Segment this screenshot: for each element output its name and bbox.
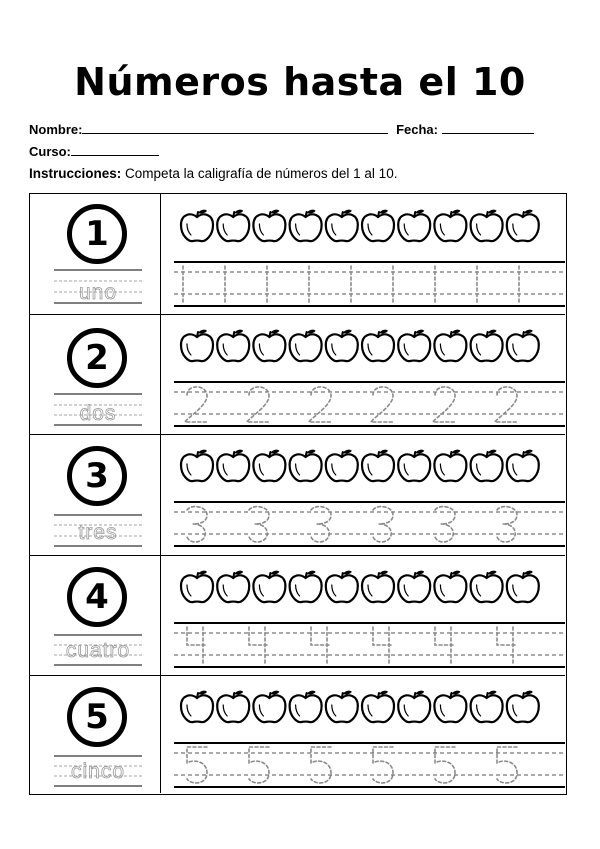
traceable-digit — [373, 627, 393, 663]
traceable-digit — [249, 747, 269, 783]
number-circle: 1 — [67, 204, 127, 264]
row-3 — [30, 434, 565, 556]
number-circle: 4 — [67, 567, 127, 627]
number-word-trace: cinco — [70, 760, 126, 783]
traceable-digit — [435, 627, 455, 663]
practice-cell[interactable] — [161, 314, 565, 434]
number-circle: 5 — [67, 687, 127, 747]
row-5 — [30, 675, 565, 793]
instructions-label: Instrucciones: — [29, 166, 122, 181]
traceable-digit — [249, 627, 269, 663]
digit-trace-area[interactable] — [161, 314, 565, 434]
number-word-trace: uno — [78, 281, 118, 304]
row-4 — [30, 555, 565, 676]
number-circle: 3 — [67, 446, 127, 506]
digit-trace-area[interactable] — [161, 675, 565, 793]
instructions — [29, 166, 397, 181]
traceable-digit — [435, 747, 455, 783]
instructions-text: Competa la caligrafía de números del 1 al 10. — [125, 166, 398, 181]
number-word-trace: cuatro — [65, 639, 131, 662]
worksheet-grid — [29, 193, 567, 795]
traceable-digit — [435, 507, 455, 542]
name-date-row — [29, 121, 534, 137]
traceable-digit — [311, 747, 331, 783]
row-2 — [30, 314, 565, 435]
date-line[interactable] — [442, 121, 534, 134]
digit-trace-area[interactable] — [161, 194, 565, 314]
row-1 — [30, 194, 565, 315]
date-label: Fecha: — [396, 122, 438, 137]
traceable-digit — [311, 627, 331, 663]
traceable-digit — [497, 747, 517, 783]
traceable-digit — [371, 387, 393, 422]
number-cell — [30, 434, 161, 555]
traceable-digit — [187, 627, 207, 663]
digit-trace-area[interactable] — [161, 434, 565, 555]
number-word-trace: tres — [78, 521, 118, 544]
practice-cell[interactable] — [161, 555, 565, 675]
traceable-digit — [373, 747, 393, 783]
name-line[interactable] — [82, 121, 388, 134]
number-cell — [30, 675, 161, 793]
page-title: Números hasta el 10 — [74, 60, 526, 104]
name-label: Nombre: — [29, 122, 83, 137]
course-line[interactable] — [71, 143, 159, 156]
practice-cell[interactable] — [161, 675, 565, 793]
practice-cell[interactable] — [161, 434, 565, 555]
number-cell — [30, 194, 161, 314]
digit-trace-area[interactable] — [161, 555, 565, 675]
number-circle: 2 — [67, 328, 127, 388]
number-cell — [30, 314, 161, 434]
traceable-digit — [497, 627, 517, 663]
traceable-digit — [187, 747, 207, 783]
number-cell — [30, 555, 161, 675]
course-row — [29, 143, 159, 159]
traceable-digit — [309, 387, 331, 422]
number-word-trace: dos — [79, 402, 117, 425]
course-label: Curso: — [29, 144, 71, 159]
traceable-digit — [373, 507, 393, 542]
practice-cell[interactable] — [161, 194, 565, 314]
